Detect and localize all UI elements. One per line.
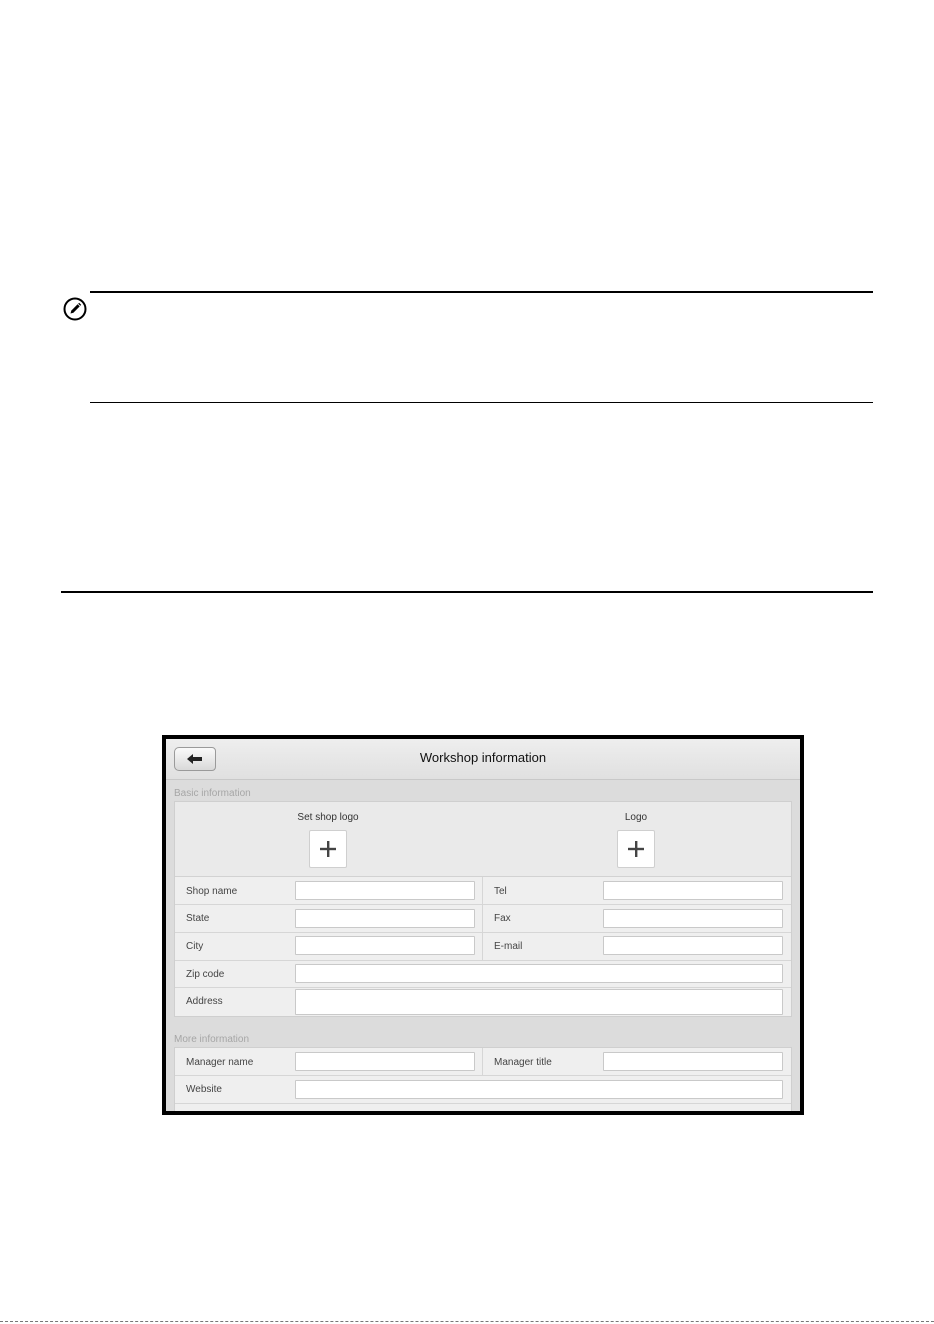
form-row — [175, 1075, 791, 1104]
address-label: Address — [186, 996, 223, 1007]
basic-information-heading: Basic information — [174, 788, 251, 799]
basic-information-panel — [174, 801, 792, 1017]
logo-area — [175, 802, 791, 877]
form-row — [175, 1048, 791, 1076]
column-divider — [482, 1048, 483, 1075]
workshop-info-screenshot — [162, 735, 804, 1115]
shop-name-label: Shop name — [186, 886, 238, 897]
add-logo-button[interactable] — [617, 830, 655, 868]
title-bar — [166, 739, 800, 780]
tel-input[interactable] — [603, 881, 783, 900]
form-row — [175, 904, 791, 933]
set-shop-logo-button[interactable] — [309, 830, 347, 868]
zip-code-label: Zip code — [186, 969, 225, 980]
form-row — [175, 877, 791, 905]
form-row — [175, 960, 791, 988]
form-row — [175, 987, 791, 1016]
fax-label: Fax — [494, 913, 511, 924]
state-label: State — [186, 913, 210, 924]
state-input[interactable] — [295, 909, 475, 928]
email-label: E-mail — [494, 941, 523, 952]
manager-title-label: Manager title — [494, 1057, 552, 1068]
fax-input[interactable] — [603, 909, 783, 928]
plus-icon — [319, 840, 337, 858]
set-shop-logo-label: Set shop logo — [297, 812, 359, 823]
manager-title-input[interactable] — [603, 1052, 783, 1071]
manager-name-label: Manager name — [186, 1057, 254, 1068]
page-bottom-dashed-rule — [0, 1321, 934, 1322]
plus-icon — [627, 840, 645, 858]
note-bottom-rule — [90, 402, 873, 403]
column-divider — [482, 877, 483, 960]
shop-name-input[interactable] — [295, 881, 475, 900]
city-input[interactable] — [295, 936, 475, 955]
website-input[interactable] — [295, 1080, 783, 1099]
zip-code-input[interactable] — [295, 964, 783, 983]
form-row — [175, 932, 791, 961]
email-input[interactable] — [603, 936, 783, 955]
page-title: Workshop information — [419, 750, 547, 765]
section-rule — [61, 591, 873, 593]
address-input[interactable] — [295, 989, 783, 1015]
city-label: City — [186, 941, 204, 952]
more-information-panel — [174, 1047, 792, 1115]
manager-name-input[interactable] — [295, 1052, 475, 1071]
website-label: Website — [186, 1084, 222, 1095]
pencil-note-icon — [63, 297, 87, 321]
more-information-heading: More information — [174, 1034, 250, 1045]
note-top-rule — [90, 291, 873, 293]
tel-label: Tel — [494, 886, 507, 897]
logo-label: Logo — [624, 812, 648, 823]
